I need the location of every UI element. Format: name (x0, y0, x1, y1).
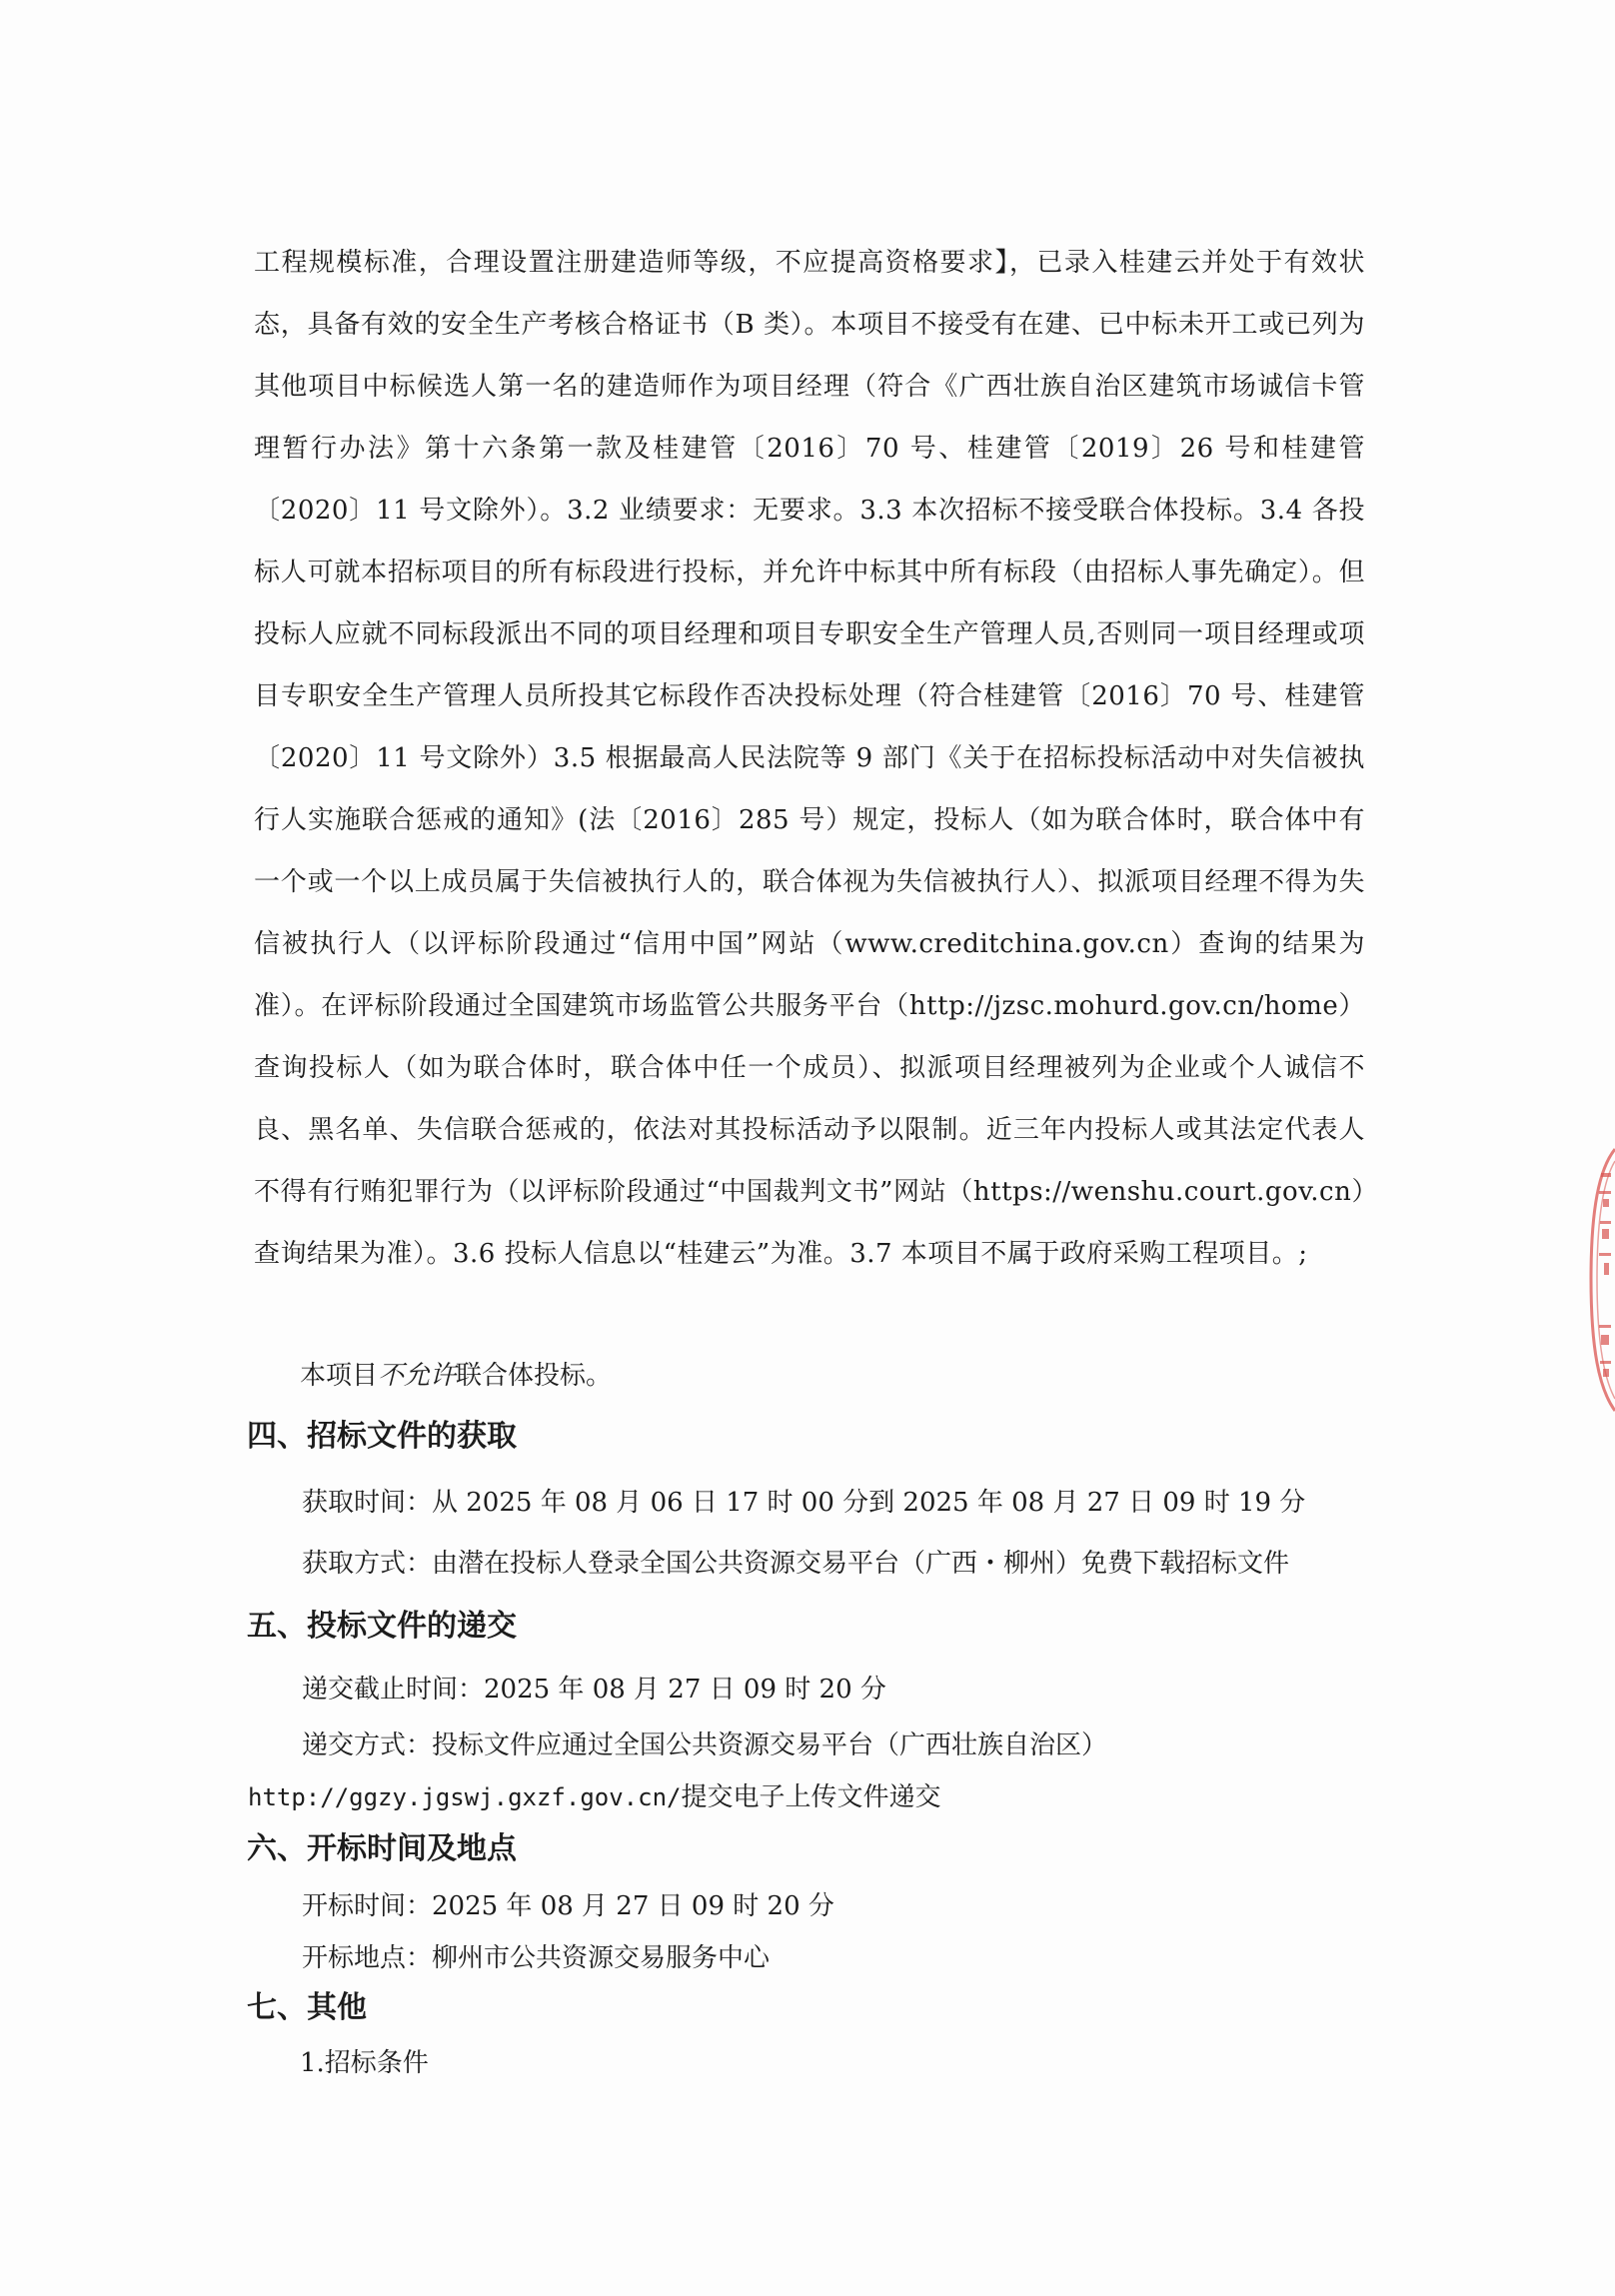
section4-heading: 四、招标文件的获取 (247, 1419, 517, 1454)
section4-time: 获取时间：从 2025 年 08 月 06 日 17 时 00 分到 2025 年 08 月 27 日 09 时 19 分 (302, 1488, 1306, 1518)
joint-bid-prefix: 本项目 (300, 1361, 379, 1391)
section6-time: 开标时间：2025 年 08 月 27 日 09 时 20 分 (302, 1891, 834, 1921)
section7-item1: 1.招标条件 (300, 2048, 429, 2078)
joint-bid-suffix: 联合体投标。 (456, 1361, 613, 1391)
submission-url-suffix: 提交电子上传文件递交 (681, 1782, 941, 1812)
section5-url-line (248, 1777, 941, 1817)
section5-method: 递交方式：投标文件应通过全国公共资源交易平台（广西壮族自治区） (302, 1730, 1108, 1760)
section7-heading: 七、其他 (247, 1990, 367, 2025)
section5-heading: 五、投标文件的递交 (247, 1609, 517, 1644)
section4-method: 获取方式：由潜在投标人登录全国公共资源交易平台（广西・柳州）免费下载招标文件 (302, 1549, 1290, 1579)
section6-heading: 六、开标时间及地点 (247, 1831, 517, 1866)
submission-url: http://ggzy.jgswj.gxzf.gov.cn/ (248, 1783, 682, 1811)
qualification-paragraph: 工程规模标准，合理设置注册建造师等级，不应提高资格要求】，已录入桂建云并处于有效状态，具备有效的安全生产考核合格证书（B 类）。本项目不接受有在建、已中标未开工或已列为其他项目中标候选人第一名的建造师作为项目经理（符合《广西壮族自治区建筑市场诚信卡管理暂行办法》第十六条第一款及桂建管〔2016〕70 号、桂建管〔2019〕26 号和桂建管〔2020〕11 号文除外）。3.2 业绩要求：无要求。3.3 本次招标不接受联合体投标。3.4 各投标人可就本招标项目的所有标段进行投标，并允许中标其中所有标段（由招标人事先确定）。但投标人应就不同标段派出不同的项目经理和项目专职安全生产管理人员,否则同一项目经理或项目专职安全生产管理人员所投其它标段作否决投标处理（符合桂建管〔2016〕70 号、桂建管〔2020〕11 号文除外）3.5 根据最高人民法院等 9 部门《关于在招标投标活动中对失信被执行人实施联合惩戒的通知》(法〔2016〕285 号）规定，投标人（如为联合体时，联合体中有一个或一个以上成员属于失信被执行人的，联合体视为失信被执行人）、拟派项目经理不得为失信被执行人（以评标阶段通过“信用中国”网站（www.creditchina.gov.cn）查询的结果为准）。在评标阶段通过全国建筑市场监管公共服务平台（http://jzsc.mohurd.gov.cn/home）查询投标人（如为联合体时，联合体中任一个成员）、拟派项目经理被列为企业或个人诚信不良、黑名单、失信联合惩戒的，依法对其投标活动予以限制。近三年内投标人或其法定代表人不得有行贿犯罪行为（以评标阶段通过“中国裁判文书”网站（https://wenshu.court.gov.cn）查询结果为准）。3.6 投标人信息以“桂建云”为准。3.7 本项目不属于政府采购工程项目。; (254, 248, 1365, 1269)
joint-bid-emphasis: 不允许 (378, 1361, 457, 1391)
section6-place: 开标地点：柳州市公共资源交易服务中心 (302, 1943, 771, 1973)
joint-bid-statement (300, 1356, 612, 1396)
seal-stamp-edge (1569, 1129, 1615, 1429)
section5-deadline: 递交截止时间：2025 年 08 月 27 日 09 时 20 分 (302, 1675, 886, 1705)
seal-stamp-icon (1569, 1129, 1615, 1429)
